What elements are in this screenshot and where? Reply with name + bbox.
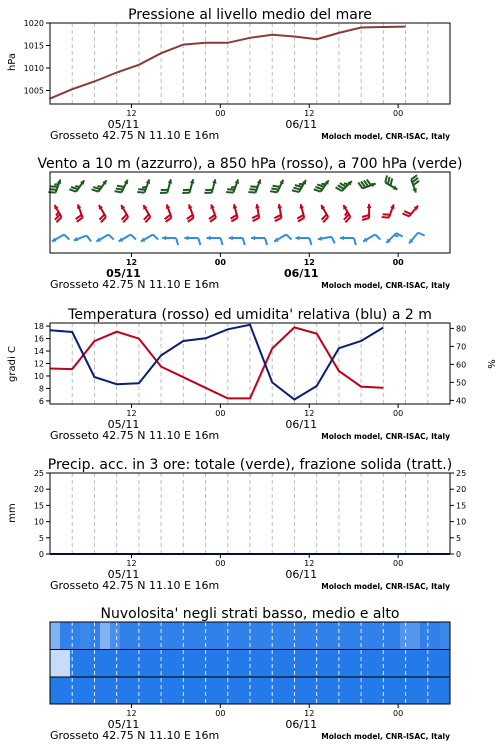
cloud-cell	[390, 622, 401, 649]
pressure-x-axis	[50, 104, 450, 142]
wind-barb-feather	[332, 237, 335, 244]
cloud-cells	[50, 622, 451, 704]
cloud-cell	[270, 677, 291, 704]
wind-barb	[386, 233, 402, 243]
wind-barb	[165, 204, 172, 221]
x-tick-label: 12	[126, 109, 137, 118]
y-tick-label: 1010	[23, 64, 44, 73]
cloud-cell	[260, 622, 271, 649]
y-tick-label: 25	[456, 469, 467, 478]
wind-barb	[270, 180, 284, 193]
cloud-cell	[220, 622, 231, 649]
wind-barb-feather	[92, 189, 99, 191]
wind-barb-head	[207, 236, 211, 241]
model-credit: Moloch model, CNR-ISAC, Italy	[321, 582, 450, 591]
x-tick-label: 00	[393, 409, 404, 418]
wind-barb-feather	[248, 192, 255, 193]
wind-barb	[52, 235, 69, 242]
wind-barb-feather	[54, 184, 58, 185]
x-tick-label: 12	[304, 109, 315, 118]
wind-barb-feather	[198, 238, 200, 245]
y-tick-label: 10	[456, 517, 467, 527]
wind-barb-feather	[243, 238, 245, 245]
location-label: Grosseto 42.75 N 11.10 E 16m	[50, 429, 220, 442]
wind-barb-feather	[226, 192, 233, 193]
wind-barb-feather	[109, 235, 114, 240]
wind-panel	[37, 156, 462, 291]
wind-barb	[187, 204, 194, 221]
cloud-cell	[70, 649, 91, 676]
wind-barb-feather	[116, 188, 123, 189]
wind-barb-feather	[375, 235, 380, 240]
y-tick-label: 10	[33, 371, 44, 381]
wind-barb	[96, 235, 113, 242]
cloud-cell	[290, 677, 311, 704]
x-tick-label: 00	[393, 709, 404, 718]
wind-barb-feather	[309, 238, 311, 245]
cloud-cell	[80, 622, 91, 649]
x-tick-label: 12	[126, 409, 137, 418]
wind-barb-feather	[362, 215, 369, 217]
cloud-cell	[240, 622, 251, 649]
wind-barb-feather	[250, 186, 257, 187]
cloud-cell	[270, 622, 281, 649]
wind-barb	[292, 180, 306, 192]
cloud-cell	[150, 677, 171, 704]
wind-barb-feather	[75, 186, 79, 187]
cloud-cell	[190, 622, 201, 649]
wind-barb-head	[184, 236, 188, 241]
wind-barb	[160, 179, 172, 193]
y-tick-label: 50	[456, 378, 467, 388]
wind-barb	[76, 204, 83, 221]
cloud-cell	[350, 622, 361, 649]
wind-barb-feather	[115, 191, 122, 192]
cloud-cell	[440, 622, 451, 649]
temperature-humidity-series	[50, 325, 383, 400]
wind-barb	[274, 235, 291, 242]
cloud-cell	[330, 677, 351, 704]
cloud-cell	[370, 649, 391, 676]
wind-barb	[231, 204, 238, 221]
date-label: 06/11	[285, 568, 318, 581]
precip-x-axis	[50, 554, 450, 592]
x-tick-label: 00	[215, 709, 226, 718]
temperature-x-axis	[50, 404, 450, 442]
y-tick-label: 80	[456, 324, 467, 334]
wind-barb	[119, 235, 136, 242]
cloud-panel	[50, 606, 451, 742]
wind-barb	[74, 236, 91, 242]
wind-barb	[92, 180, 107, 191]
wind-barb-feather	[390, 178, 392, 185]
cloud-cell	[330, 649, 351, 676]
y-tick-label: 10	[33, 517, 44, 527]
cloud-cell	[230, 622, 241, 649]
temperature-y-axis	[34, 322, 50, 406]
y-tick-label: 5	[38, 533, 44, 543]
date-label: 06/11	[285, 118, 318, 131]
pressure-y-axis	[24, 19, 50, 96]
wind-barb	[252, 204, 260, 221]
wind-barb	[363, 235, 380, 242]
wind-barb-feather	[69, 189, 76, 191]
wind-barb-feather	[176, 238, 178, 245]
cloud-cell	[70, 677, 91, 704]
cloud-cell	[110, 622, 121, 649]
cloud-cell	[310, 622, 321, 649]
cloud-cell	[170, 677, 191, 704]
wind-barb	[207, 236, 223, 245]
wind-barb	[115, 180, 129, 193]
cloud-x-axis	[50, 704, 450, 742]
wind-barb-feather	[64, 235, 69, 240]
pressure-panel	[7, 7, 450, 142]
cloud-cell	[230, 649, 251, 676]
date-label: 05/11	[107, 418, 140, 431]
cloud-cell	[390, 649, 411, 676]
wind-barb-feather	[48, 192, 55, 193]
wind-barb-feather	[385, 175, 387, 182]
pressure-ylabel: hPa	[7, 52, 18, 72]
wind-barb	[141, 235, 158, 242]
cloud-cell	[100, 622, 111, 649]
cloud-cell	[180, 622, 191, 649]
wind-barb	[297, 204, 304, 221]
precip-ylabel: mm	[7, 503, 18, 523]
cloud-cell	[250, 649, 271, 676]
wind-barb	[182, 179, 194, 193]
x-tick-label: 00	[215, 409, 226, 418]
cloud-cell	[430, 622, 441, 649]
cloud-cell	[310, 649, 331, 676]
y-tick-label: 18	[33, 322, 44, 332]
wind-barb-feather	[131, 235, 136, 240]
cloud-cell	[140, 622, 151, 649]
x-tick-label: 00	[392, 258, 404, 267]
y-tick-label: 14	[33, 347, 44, 357]
y-tick-label: 6	[38, 396, 44, 406]
wind-barb	[251, 236, 267, 245]
pressure-title: Pressione al livello medio del mare	[128, 7, 372, 23]
cloud-cell	[350, 677, 371, 704]
date-label: 05/11	[107, 568, 140, 581]
cloud-cell	[60, 622, 71, 649]
cloud-cell	[130, 677, 151, 704]
wind-barb	[162, 236, 178, 245]
location-label: Grosseto 42.75 N 11.10 E 16m	[50, 278, 220, 291]
cloud-cell	[290, 649, 311, 676]
precip-frame	[50, 473, 450, 554]
wind-barb	[137, 179, 150, 192]
wind-title: Vento a 10 m (azzurro), a 850 hPa (rosso), a 700 hPa (verde)	[37, 156, 463, 172]
wind-barb	[295, 236, 311, 245]
cloud-cell	[70, 622, 81, 649]
wind-barb-head	[340, 236, 344, 241]
wind-barb-feather	[97, 186, 101, 187]
cloud-cell	[270, 649, 291, 676]
precip-title: Precip. acc. in 3 ore: totale (verde), frazione solida (tratt.)	[47, 457, 453, 473]
date-label: 06/11	[283, 267, 319, 280]
model-credit: Moloch model, CNR-ISAC, Italy	[321, 132, 450, 141]
wind-barb	[274, 204, 282, 221]
x-tick-label: 12	[125, 258, 138, 267]
wind-barb-head	[295, 236, 299, 241]
y-tick-label: 1005	[23, 86, 44, 96]
cloud-cell	[170, 622, 181, 649]
x-tick-label: 12	[304, 559, 315, 568]
wind-barb-feather	[382, 217, 389, 218]
wind-barb	[143, 205, 150, 222]
wind-barb	[340, 236, 356, 245]
cloud-cell	[150, 622, 161, 649]
location-label: Grosseto 42.75 N 11.10 E 16m	[50, 129, 220, 142]
y-tick-label: 8	[38, 384, 44, 394]
cloud-cell	[130, 649, 151, 676]
cloud-cell	[310, 677, 331, 704]
wind-barb-head	[367, 204, 372, 208]
wind-barb-feather	[293, 188, 300, 190]
y-tick-label: 70	[456, 342, 467, 352]
wind-barb-feather	[227, 189, 234, 190]
x-tick-label: 00	[393, 109, 404, 118]
cloud-cell	[150, 649, 171, 676]
wind-barb-feather	[286, 235, 291, 240]
precip-y-axis	[34, 469, 50, 559]
wind-barb	[184, 236, 200, 245]
model-credit: Moloch model, CNR-ISAC, Italy	[321, 432, 450, 441]
y-tick-label: 20	[456, 485, 467, 495]
wind-barb-feather	[138, 189, 145, 190]
wind-barb-feather	[137, 192, 144, 193]
cloud-cell	[370, 622, 381, 649]
y-tick-label: 0	[38, 550, 44, 559]
x-tick-label: 00	[214, 258, 226, 267]
wind-barb	[209, 204, 216, 221]
cloud-cell	[90, 649, 111, 676]
cloud-cell	[420, 622, 431, 649]
wind-barb-feather	[383, 214, 390, 215]
wind-barb	[69, 180, 84, 191]
wind-barb-feather	[388, 177, 390, 184]
y-tick-label: 12	[33, 359, 44, 369]
wind-barb	[226, 179, 239, 192]
wind-barb-feather	[354, 238, 356, 245]
wind-barb	[385, 175, 397, 189]
model-credit: Moloch model, CNR-ISAC, Italy	[321, 281, 450, 290]
wind-x-axis	[50, 253, 450, 291]
wind-barb-feather	[50, 186, 57, 187]
wind-barb	[382, 204, 395, 217]
wind-barb	[343, 205, 350, 222]
cloud-title: Nuvolosita' negli strati basso, medio e alto	[100, 606, 400, 622]
wind-barb	[314, 180, 329, 191]
wind-barb	[411, 175, 419, 192]
temperature-panel	[7, 307, 496, 442]
precip-y-axis-right	[450, 469, 466, 559]
x-tick-label: 00	[215, 559, 226, 568]
x-tick-label: 12	[126, 709, 137, 718]
wind-barb	[402, 206, 418, 217]
humidity-y-axis	[450, 324, 466, 405]
cloud-cell	[300, 622, 311, 649]
precip-panel	[7, 457, 466, 592]
wind-barb	[204, 179, 216, 193]
cloud-cell	[290, 622, 301, 649]
cloud-cell	[380, 622, 391, 649]
cloud-cell	[250, 622, 261, 649]
wind-barb	[321, 205, 328, 222]
wind-barb-feather	[418, 233, 425, 236]
cloud-cell	[250, 677, 271, 704]
cloud-cell	[280, 622, 291, 649]
wind-barb	[54, 205, 61, 222]
cloud-cell	[50, 649, 71, 676]
wind-barb-feather	[394, 235, 398, 236]
cloud-cell	[430, 649, 451, 676]
wind-barb-feather	[221, 238, 223, 245]
cloud-cell	[90, 677, 111, 704]
wind-barb	[336, 181, 352, 191]
cloud-cell	[50, 677, 71, 704]
y-tick-label: 40	[456, 396, 467, 406]
pressure-gridlines	[72, 23, 428, 104]
x-tick-label: 12	[303, 258, 315, 267]
cloud-cell	[110, 649, 131, 676]
cloud-cell	[430, 677, 451, 704]
wind-barb-feather	[344, 183, 348, 184]
humidity-ylabel: %	[485, 359, 496, 369]
date-label: 06/11	[285, 718, 318, 731]
cloud-cell	[340, 622, 351, 649]
temperature-title: Temperatura (rosso) ed umidita' relativa (blu) a 2 m	[68, 307, 432, 323]
y-tick-label: 15	[456, 501, 467, 511]
cloud-cell	[120, 622, 131, 649]
wind-barb-feather	[273, 186, 280, 187]
y-tick-label: 0	[456, 550, 462, 559]
x-tick-label: 12	[126, 559, 137, 568]
cloud-cell	[320, 622, 331, 649]
cloud-cell	[370, 677, 391, 704]
wind-barb	[121, 205, 128, 222]
cloud-cell	[210, 622, 221, 649]
x-tick-label: 00	[215, 109, 226, 118]
model-credit: Moloch model, CNR-ISAC, Italy	[321, 732, 450, 741]
cloud-cell	[190, 677, 211, 704]
y-tick-label: 25	[33, 469, 44, 478]
y-tick-label: 16	[33, 334, 44, 344]
wind-barb	[358, 179, 375, 188]
wind-barb	[362, 204, 371, 220]
cloud-cell	[410, 622, 421, 649]
cloud-cell	[90, 622, 101, 649]
wind-barb-feather	[87, 236, 91, 242]
x-tick-label: 12	[304, 709, 315, 718]
cloud-cell	[190, 649, 211, 676]
cloud-cell	[50, 622, 61, 649]
wind-barb-feather	[295, 185, 302, 187]
wind-barb-feather	[321, 184, 325, 185]
wind-barb	[409, 233, 425, 244]
precip-gridlines	[72, 473, 428, 554]
wind-barb-feather	[249, 189, 256, 190]
y-tick-label: 20	[33, 485, 44, 495]
wind-barb-feather	[231, 187, 235, 188]
wind-barb-feather	[270, 191, 277, 192]
location-label: Grosseto 42.75 N 11.10 E 16m	[50, 729, 220, 742]
wind-barbs	[48, 175, 424, 245]
wind-barb-feather	[117, 186, 124, 187]
y-tick-label: 60	[456, 360, 467, 370]
wind-barb-feather	[362, 218, 369, 220]
date-label: 05/11	[106, 267, 141, 280]
wind-barb-feather	[142, 187, 146, 188]
cloud-cell	[390, 677, 411, 704]
y-tick-label: 1020	[23, 19, 44, 28]
y-tick-label: 15	[33, 501, 44, 511]
cloud-cell	[170, 649, 191, 676]
wind-barb-feather	[292, 190, 299, 192]
cloud-cell	[230, 677, 251, 704]
wind-barb-feather	[315, 187, 322, 189]
date-label: 05/11	[107, 718, 140, 731]
wind-barb-head	[229, 236, 233, 241]
wind-barb-feather	[265, 238, 267, 245]
date-label: 05/11	[107, 118, 140, 131]
temperature-line	[50, 327, 383, 398]
wind-barb-head	[251, 236, 255, 241]
y-tick-label: 1015	[23, 41, 44, 51]
y-tick-label: 5	[456, 533, 462, 543]
wind-barb	[99, 205, 106, 222]
wind-barb-feather	[271, 188, 278, 189]
wind-barb-feather	[153, 235, 158, 240]
wind-barb-head	[162, 236, 166, 241]
wind-barb-feather	[314, 189, 321, 191]
pressure-frame	[50, 23, 450, 104]
x-tick-label: 12	[304, 409, 315, 418]
cloud-cell	[350, 649, 371, 676]
location-label: Grosseto 42.75 N 11.10 E 16m	[50, 579, 220, 592]
wind-barb	[229, 236, 245, 245]
wind-barb	[318, 236, 335, 243]
cloud-cell	[110, 677, 131, 704]
wind-barb	[248, 179, 261, 192]
x-tick-label: 00	[393, 559, 404, 568]
temperature-ylabel: gradi C	[7, 346, 18, 382]
date-label: 06/11	[285, 418, 318, 431]
